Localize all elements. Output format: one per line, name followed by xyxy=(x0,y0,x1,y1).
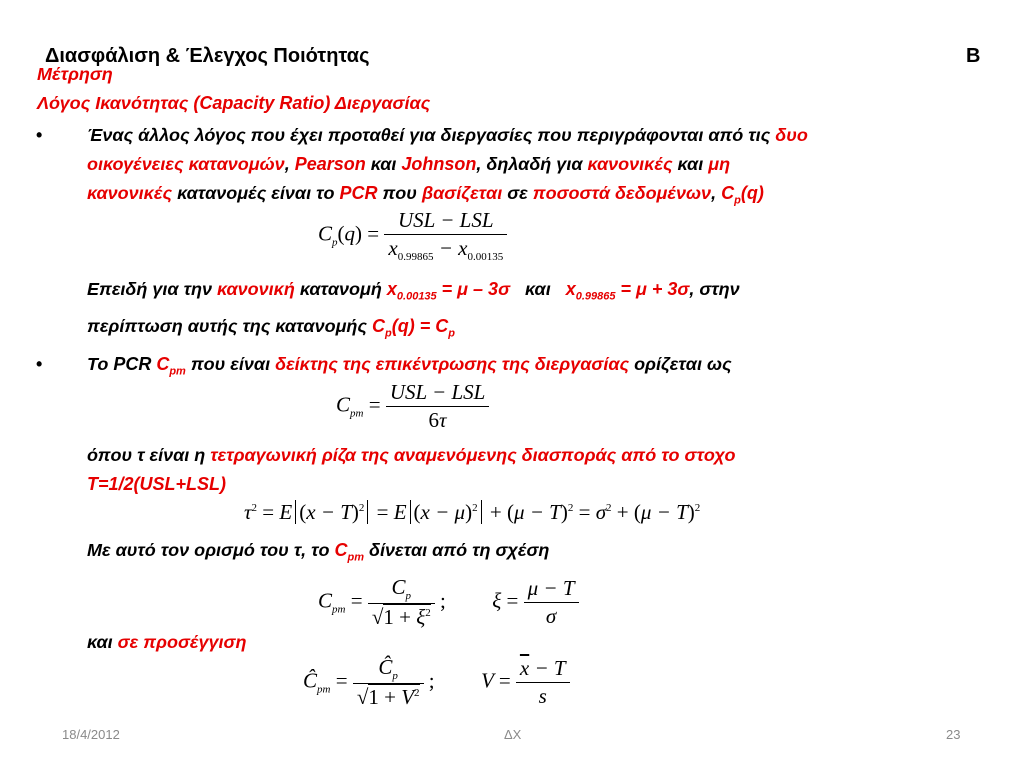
bullet-dot: • xyxy=(36,354,43,374)
para-cpm-relation: Με αυτό τον ορισμό του τ, το $C_{pm}$ δίνεται από τη σχέση xyxy=(87,540,550,564)
para-normal-dist: Επειδή για την κανονική κατανομή $x_{0.00135} = \mu - 3\sigma$ και $x_{0.99865} = \mu + 3\sigma$, στην περίπτωση αυτής της κατανομής $C_p(q) = C_p$ xyxy=(87,279,740,340)
footer-page-number: 23 xyxy=(946,727,961,742)
subtitle-measurement: Μέτρηση xyxy=(37,64,113,84)
para-approximation: και σε προσέγγιση xyxy=(87,632,247,652)
footer-date: 18/4/2012 xyxy=(62,727,120,742)
formula-cpm-hat: $Ĉ_{pm}$ = $\frac{Ĉ_p}{√1 + V^2}$ ; V = $\frac{\overline{x} - T}{s}$ xyxy=(303,655,570,710)
para-tau-definition: όπου τ είναι η τετραγωνική ρίζα της αναμενόμενης διασποράς από το στοχο T=1/2(USL+LSL) xyxy=(87,445,736,494)
footer-author: ΔΧ xyxy=(504,727,522,742)
slide-title: Διασφάλιση & Έλεγχος Ποιότητας xyxy=(45,45,370,67)
formula-tau-squared: $\tau^2 = E$ $(x - T)^2 = E$ $(x - \mu)^2 + (\mu - T)^2 = \sigma^2 + (\mu - T)^2$ xyxy=(244,500,701,524)
bullet2-text: Το PCR $C_{pm}$ που είναι δείκτης της επικέντρωσης της διεργασίας ορίζεται ως xyxy=(87,354,732,378)
section-label: Β xyxy=(966,45,981,67)
formula-cpm: $C_{pm}$ = $\frac{\text{USL − LSL}}{6\tau}$ xyxy=(336,380,489,433)
formula-cpq: $C_p(q)$ = $\frac{\text{USL − LSL}}{x_{0.99865} - x_{0.00135}}$ xyxy=(318,208,507,263)
bullet1-text: Ένας άλλος λόγος που έχει προταθεί για διεργασίες που περιγράφονται από τις δυο οικογένειες κατανομών, Pearson και Johnson, δηλαδή για κανονικές και μη κανονικές κατανομές είναι το PCR που βασίζεται σε ποσοστά δεδομένων, $C_p(q)$ xyxy=(87,125,808,207)
formula-cpm-xi: $C_{pm}$ = $\frac{C_p}{√1 + \xi^2}$ ; ξ = $\frac{\mu - T}{\sigma}$ xyxy=(318,575,579,630)
subtitle-capacity-ratio: Λόγος Ικανότητας (Capacity Ratio) Διεργασίας xyxy=(37,93,431,113)
bullet-dot: • xyxy=(36,125,43,145)
